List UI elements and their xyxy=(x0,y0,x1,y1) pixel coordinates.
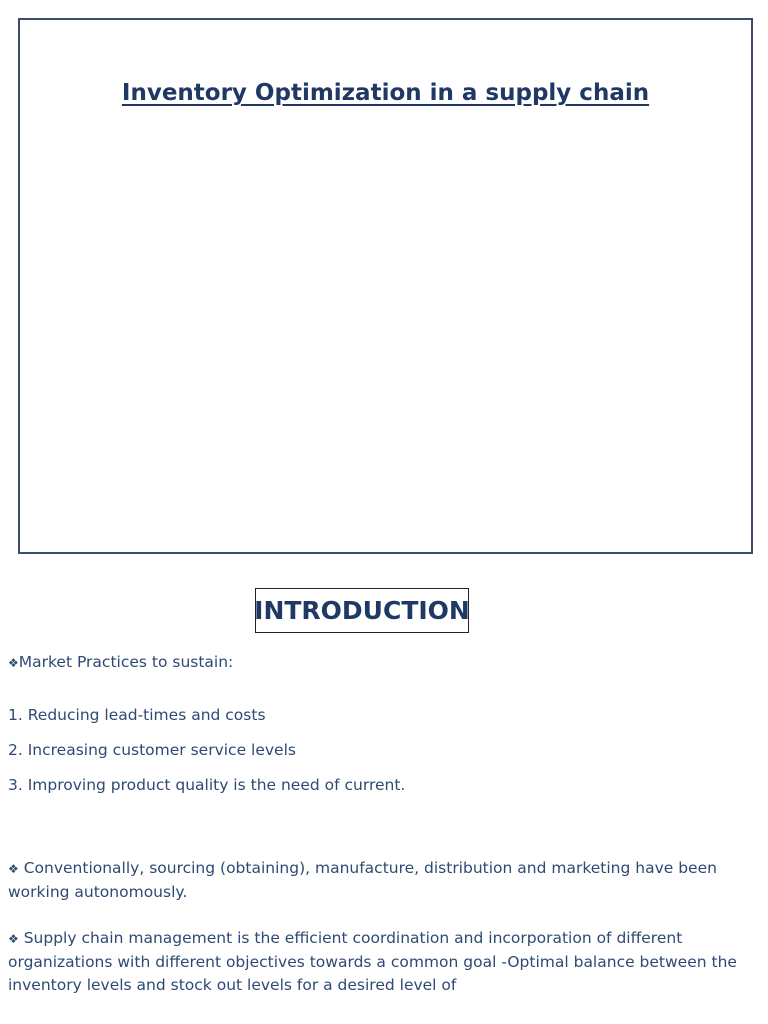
introduction-heading-box xyxy=(255,588,469,633)
paragraph-conventional xyxy=(8,857,748,904)
list-item: 2. Increasing customer service levels xyxy=(8,741,296,759)
paragraph-scm xyxy=(8,927,748,997)
market-practices-line xyxy=(8,651,233,675)
market-practices-label: Market Practices to sustain: xyxy=(18,653,234,671)
paragraph-conventional-text: Conventionally, sourcing (obtaining), manufacture, distribution and marketing have been working autonomously. xyxy=(8,859,717,901)
list-item: 1. Reducing lead-times and costs xyxy=(8,706,266,724)
paragraph-scm-text: Supply chain management is the efficient coordination and incorporation of different organizations with different objectives towards a common goal -Optimal balance between the inventory levels and stock out levels for a desired level of xyxy=(8,929,737,994)
list-item: 3. Improving product quality is the need of current. xyxy=(8,776,406,794)
title-slide-frame xyxy=(18,18,753,554)
introduction-heading: INTRODUCTION xyxy=(254,596,470,625)
diamond-bullet-icon: ❖ xyxy=(8,862,19,876)
slide-title: Inventory Optimization in a supply chain xyxy=(121,80,650,106)
diamond-bullet-icon: ❖ xyxy=(8,932,19,946)
diamond-bullet-icon: ❖ xyxy=(8,656,19,670)
